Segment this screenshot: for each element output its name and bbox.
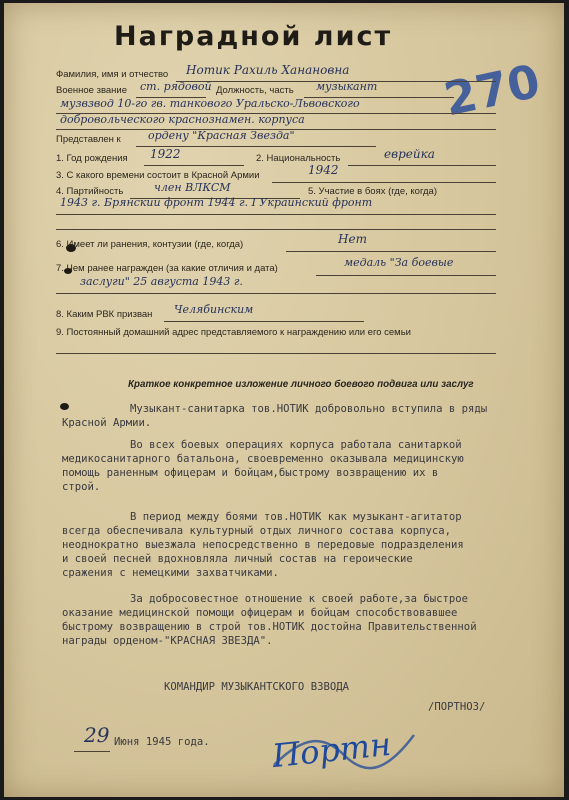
para2-line4: строй. [62, 481, 101, 493]
unit-value-1: музвзвод 10-го гв. танкового Уральско-Львовского [60, 97, 360, 110]
date-day: 29 [84, 723, 110, 747]
date-day-underline [74, 751, 110, 752]
document-title: Наградной лист [114, 21, 393, 52]
party-label: 4. Партийность [56, 186, 124, 197]
wounds-label: 6. Имеет ли ранения, контузии (где, когда) [56, 239, 244, 250]
position-label: Должность, часть [216, 85, 294, 96]
para2-line2: медикосанитарного батальона, своевременно оказывала медицинскую [62, 453, 464, 465]
commander-name: /ПОРТНОЗ/ [428, 701, 486, 713]
summary-heading: Краткое конкретное изложение личного боевого подвига или заслуг [128, 379, 474, 390]
rank-value: ст. рядовой [140, 80, 212, 93]
archive-number-stamp: 270 [439, 53, 545, 127]
army-since-underline [272, 182, 496, 183]
nationality-value: еврейка [384, 147, 435, 161]
rvk-value: Челябинским [174, 303, 254, 316]
para3-line4: и своей песней вдохновляла личный состав на героические [62, 553, 413, 565]
date-rest: Июня 1945 года. [114, 736, 210, 748]
birth-value: 1922 [150, 147, 181, 161]
battles-value: 1943 г. Брянский фронт 1944 г. I Украинский фронт [60, 196, 373, 209]
nominated-label: Представлен к [56, 134, 121, 145]
name-value: Нотик Рахиль Ханановна [186, 63, 350, 77]
rvk-underline [164, 321, 364, 322]
wounds-underline [286, 251, 496, 252]
para1-line1: Музыкант-санитарка тов.НОТИК добровольно вступила в ряды [130, 403, 488, 415]
prev-awards-label: 7. Чем ранее награжден (за какие отличия и дата) [56, 263, 278, 274]
para4-line3: быстрому возвращению в строй тов.НОТИК достойна Правительственной [62, 621, 477, 633]
battles-underline-2 [56, 229, 496, 230]
nationality-underline [348, 165, 496, 166]
battles-label: 5. Участие в боях (где, когда) [308, 186, 437, 197]
party-value: член ВЛКСМ [154, 181, 231, 194]
address-underline [56, 353, 496, 354]
nominated-value: ордену "Красная Звезда" [148, 129, 295, 142]
address-label: 9. Постоянный домашний адрес представляемого к награждению или его семьи [56, 327, 411, 338]
signature-flourish [264, 715, 424, 785]
prev-awards-value-2: заслуги" 25 августа 1943 г. [80, 275, 243, 288]
para3-line3: неоднократно выезжала непосредственно в передовые подразделения [62, 539, 464, 551]
position-value: музыкант [316, 80, 378, 93]
para4-line2: оказание медицинской помощи офицерам и бойцам способствовавшее [62, 607, 458, 619]
prev-awards-underline [316, 275, 496, 276]
nationality-label: 2. Национальность [256, 153, 341, 164]
para2-line1: Во всех боевых операциях корпуса работала санитаркой [130, 439, 462, 451]
para3-line2: всегда обеспечивала культурный отдых личного состава корпуса, [62, 525, 452, 537]
wounds-value: Нет [338, 232, 367, 246]
battles-underline [56, 214, 496, 215]
prev-awards-underline-2 [56, 293, 496, 294]
prev-awards-value-1: медаль "За боевые [344, 256, 454, 269]
birth-underline [144, 165, 244, 166]
para1-line2: Красной Армии. [62, 417, 152, 429]
para2-line3: помощь раненным офицерам и бойцам,быстрому возвращению их в [62, 467, 439, 479]
rank-label: Военное звание [56, 85, 128, 96]
award-sheet [4, 3, 564, 797]
para3-line1: В период между боями тов.НОТИК как музыкант-агитатор [130, 511, 462, 523]
birth-label: 1. Год рождения [56, 153, 128, 164]
army-since-value: 1942 [308, 163, 339, 177]
para4-line4: награды орденом-"КРАСНАЯ ЗВЕЗДА". [62, 635, 273, 647]
army-since-label: 3. С какого времени состоит в Красной Армии [56, 170, 260, 181]
rvk-label: 8. Каким РВК призван [56, 309, 153, 320]
para4-line1: За добросовестное отношение к своей работе,за быстрое [130, 593, 469, 605]
para3-line5: сражения с немецкими захватчиками. [62, 567, 279, 579]
commander-signature: Портн [270, 724, 393, 776]
unit-value-2: добровольческого краснознамен. корпуса [60, 113, 305, 126]
ink-blot-3 [60, 403, 69, 410]
commander-title: КОМАНДИР МУЗЫКАНТСКОГО ВЗВОДА [164, 681, 349, 693]
name-label: Фамилия, имя и отчество [56, 69, 169, 80]
